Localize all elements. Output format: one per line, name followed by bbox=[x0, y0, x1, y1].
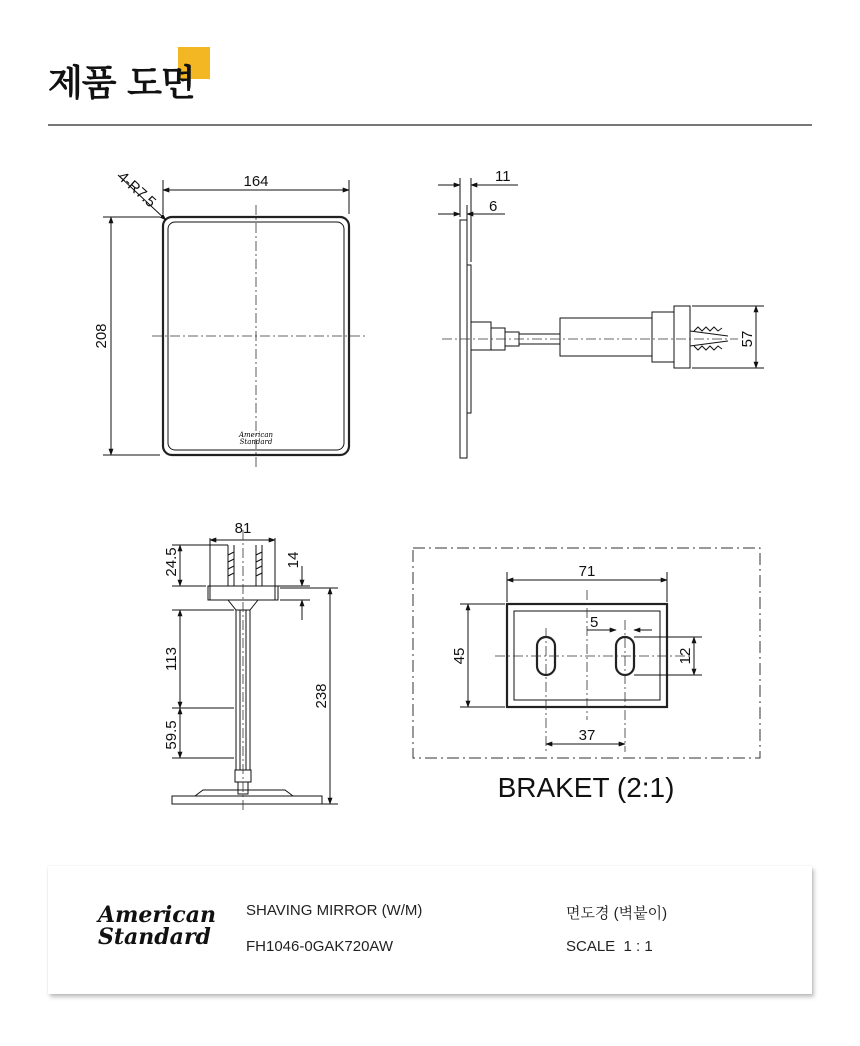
page-title: 제품 도면 bbox=[48, 63, 195, 104]
plan-dim-slot-height: 12 bbox=[677, 647, 694, 665]
logo-line1: American bbox=[98, 902, 216, 928]
bracket-plan-view bbox=[413, 548, 760, 803]
side-dim-second: 6 bbox=[489, 198, 498, 215]
bracket-dim-left-bottom: 59.5 bbox=[163, 720, 180, 750]
plan-dim-width: 71 bbox=[578, 563, 596, 580]
bracket-side-view bbox=[163, 520, 338, 812]
front-width-dim: 164 bbox=[243, 173, 269, 190]
side-dim-right: 57 bbox=[739, 330, 756, 348]
bracket-label: BRAKET (2:1) bbox=[497, 772, 675, 803]
bracket-dim-small: 14 bbox=[285, 551, 302, 569]
mirror-front-view bbox=[93, 168, 365, 470]
plan-dim-height: 45 bbox=[451, 647, 468, 665]
bracket-dim-total: 238 bbox=[313, 683, 330, 709]
plan-dim-spacing: 37 bbox=[578, 727, 596, 744]
bracket-width-dim: 81 bbox=[234, 520, 252, 537]
model-number: FH1046-0GAK720AW bbox=[246, 938, 394, 955]
mirror-logo-line2: Standard bbox=[239, 438, 273, 446]
brand-logo bbox=[98, 904, 216, 948]
product-name: SHAVING MIRROR (W/M) bbox=[246, 902, 423, 919]
mirror-type: 면도경 (벽붙이) bbox=[566, 905, 668, 922]
mirror-logo-line1: American bbox=[238, 431, 274, 439]
front-radius-dim: 4-R7.5 bbox=[114, 168, 160, 212]
side-dim-top: 11 bbox=[495, 168, 511, 185]
logo-line2: Standard bbox=[98, 924, 211, 950]
mirror-side-view bbox=[438, 168, 764, 458]
plan-dim-slot-width: 5 bbox=[590, 614, 599, 631]
title-block bbox=[48, 866, 812, 994]
bracket-dim-left-top: 24.5 bbox=[163, 547, 180, 577]
front-height-dim: 208 bbox=[93, 323, 110, 349]
bracket-dim-left-mid: 113 bbox=[163, 647, 180, 671]
scale-label: SCALE 1 : 1 bbox=[566, 938, 653, 955]
